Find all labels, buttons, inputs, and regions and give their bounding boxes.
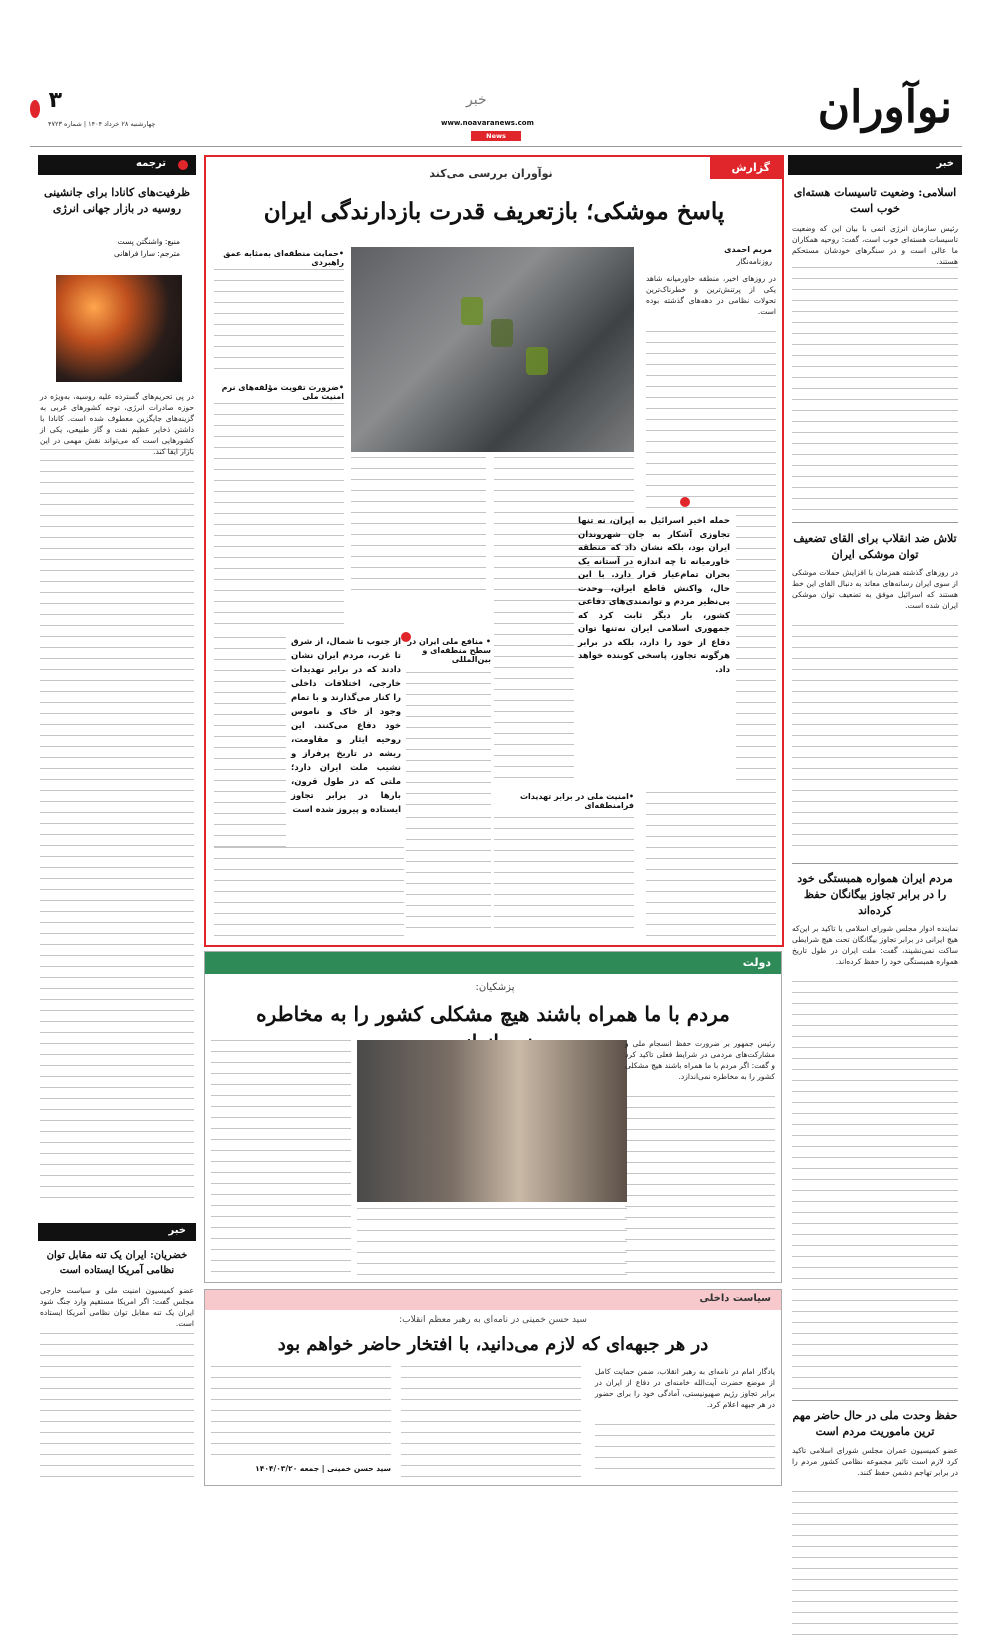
government-bar [205, 952, 781, 974]
report-label: گزارش [731, 161, 770, 174]
left-box-header [38, 1223, 196, 1241]
government-body-lines-1 [625, 1096, 775, 1276]
divider [792, 522, 958, 523]
page-number: ۳ [48, 88, 62, 113]
left-box-title: خضریان: ایران یک تنه مقابل توان نظامی آمریکا ایستاده است [46, 1250, 188, 1276]
report-body-lines-6 [736, 515, 776, 785]
report-quote2: از جنوب تا شمال، از شرق تا غرب، مردم ایران نشان دادند که در برابر تهدیدات خارجی، اختلافات داخلی را کنار می‌گذارند و با تمام وجود از خاک و ناموس خود دفاع می‌کنند. این روحیه ایثار و مقاومت، ریشه در تاریخ پرفراز و نشیب ملت ایران دارد؛ ملتی که در طول قرون، بارها در برابر تجاوز ایستاده و پیروز شده است [291, 637, 401, 815]
left-column-label: ترجمه [136, 158, 166, 169]
internal-kicker: سید حسن خمینی در نامه‌ای به رهبر معظم انقلاب: [399, 1315, 587, 1325]
story3-body-lines [792, 981, 958, 1391]
government-label: دولت [742, 956, 771, 969]
internal-signature: سید حسن خمینی | جمعه ۱۴۰۴/۰۳/۲۰ [255, 1464, 391, 1473]
translation-translator: مترجم: سارا فراهانی [113, 249, 180, 258]
government-body: رئیس جمهور بر ضرورت حفظ انسجام ملی و مشارکت‌های مردمی در شرایط فعلی تاکید کرد و گفت: اگر مردم با ما همراه باشند هیچ مشکلی کشور را به مخاطره نمی‌اندازد. [625, 1039, 775, 1081]
report-body-lines-2 [214, 269, 344, 379]
right-column-header [788, 155, 962, 175]
story4-text: عضو کمیسیون عمران مجلس شورای اسلامی تاکید کرد لازم است تاثیر مجموعه نظامی کشور مردم را در برابر تهاجم دشمن حفظ کنند. [792, 1446, 958, 1477]
left-column [38, 155, 196, 1495]
internal-body-lines-2 [401, 1366, 581, 1478]
government-title: مردم با ما همراه باشند هیچ مشکلی کشور را به مخاطره [256, 1002, 730, 1026]
report-body-lines-1 [646, 331, 776, 511]
report-sub2: •ضرورت تقویت مؤلفه‌های نرم امنیت ملی [221, 383, 344, 401]
quote-mark-icon [680, 497, 690, 507]
report-author: مریم احمدی [724, 245, 772, 254]
report-kicker: نوآوران بررسی می‌کند [429, 167, 553, 180]
right-column-label: خبر [936, 158, 954, 169]
left-box-text: عضو کمیسیون امنیت ملی و سیاست خارجی مجلس گفت: اگر امریکا مستقیم وارد جنگ شود ایران یک تنه مقابل توان نظامی آمریکا ایستاده است. [40, 1286, 194, 1328]
government-body-lines-3 [357, 1208, 627, 1276]
section-title: خبر [466, 92, 487, 108]
government-kicker: پزشکیان: [475, 982, 515, 993]
left-box-body-lines [40, 1333, 194, 1483]
report-body-lines-11 [406, 817, 491, 937]
report-body-lines-7 [214, 637, 286, 847]
rescuer-icon [491, 319, 513, 347]
oil-barrels-photo [56, 275, 182, 382]
translation-text: در پی تحریم‌های گسترده علیه روسیه، به‌ویژه در حوزه صادرات انرژی، توجه کشورهای غربی به گزینه‌های جایگزین معطوف شده است. کانادا با داشتن ذخایر عظیم نفت و گاز طبیعی، یکی از کشورهایی است که می‌تواند نقش مهمی در این بازار ایفا کند. [40, 392, 194, 456]
logo: نوآوران [817, 82, 952, 133]
story2-title: تلاش ضد انقلاب برای القای تضعیف توان موشکی ایران [793, 532, 957, 561]
story3-title: مردم ایران همواره همبستگی خود را در برابر تجاوز بیگانگان حفظ کرده‌اند [797, 872, 953, 917]
story1-title: اسلامی: وضعیت تاسیسات هسته‌ای خوب است [793, 186, 957, 215]
report-author-role: روزنامه‌نگار [736, 257, 772, 266]
story2-body-lines [792, 625, 958, 855]
internal-section [204, 1289, 782, 1486]
report-body-lines-13 [646, 792, 776, 937]
report-title: پاسخ موشکی؛ بازتعریف قدرت بازدارندگی ایران [263, 198, 725, 225]
report-label-bar [710, 157, 782, 179]
website: www.noavaranews.com [441, 119, 534, 127]
internal-bar [205, 1290, 781, 1310]
government-body-lines-2 [211, 1040, 351, 1276]
left-box-label: خبر [168, 1225, 186, 1236]
rescuer-icon [461, 297, 483, 325]
divider [792, 1400, 958, 1401]
divider [792, 863, 958, 864]
internal-label: سیاست داخلی [699, 1293, 771, 1304]
report-body-lines-12 [494, 817, 634, 937]
report-body-lines-9 [494, 612, 574, 787]
left-column-header [38, 155, 196, 175]
report-body-lines-10 [214, 847, 404, 937]
date-issue: چهارشنبه ۲۸ خرداد ۱۴۰۴ | شماره ۴۷۲۳ [48, 120, 156, 128]
rubble-rescue-photo [351, 247, 634, 452]
right-column [788, 155, 962, 1495]
internal-title: در هر جبهه‌ای که لازم می‌دانید، با افتخار حاضر خواهم بود [277, 1334, 709, 1355]
red-dot-icon [30, 100, 40, 118]
header-divider [30, 146, 962, 147]
report-sub3: • منافع ملی ایران در سطح منطقه‌ای و بین‌المللی [407, 637, 491, 664]
story3-text: نماینده ادوار مجلس شورای اسلامی با تاکید بر این‌که هیچ ایرانی در برابر تجاوز بیگانگان تحت هیچ شرایطی ساکت نمی‌نشیند، گفت: ملت ایران در طول تاریخ همواره همبستگی خود را حفظ کرده‌اند. [792, 924, 958, 966]
story1-text: رئیس سازمان انرژی اتمی با بیان این که وضعیت تاسیسات هسته‌ای خوب است، گفت: روحیه همکاران ما عالی است و در سنگرهای خودشان مستحکم هستند. [792, 224, 958, 266]
story4-body-lines [792, 1491, 958, 1641]
red-dot-icon [178, 160, 188, 170]
report-quote1: حمله اخیر اسرائیل به ایران، نه تنها تجاوزی آشکار به جان شهروندان ایران بود، بلکه نشان داد که منطقه خاورمیانه تا چه اندازه در آستانه یک بحران تمام‌عیار قرار دارد. با این حال، واکنش قاطع ایران، وحدت بی‌نظیر مردم و توانمندی‌های دفاعی کشور، بار دیگر ثابت کرد که جمهوری اسلامی ایران نه‌تنها توان دفاع از خود را دارد، بلکه در برابر هرگونه تجاوز، پاسخی کوبنده خواهد داد. [578, 516, 730, 675]
report-sub4: •امنیت ملی در برابر تهدیدات فرامنطقه‌ای [520, 792, 634, 810]
internal-body-lines-1 [595, 1424, 775, 1479]
pezeshkian-photo [357, 1040, 627, 1202]
internal-body-lines-3 [211, 1366, 391, 1461]
report-sub1: •حمایت منطقه‌ای به‌مثابه عمق راهبردی [223, 249, 344, 267]
report-body: در روزهای اخیر، منطقه خاورمیانه شاهد یکی از پرتنش‌ترین و خطرناک‌ترین تحولات نظامی در دهه‌های گذشته بوده است. [646, 274, 776, 316]
translation-title: ظرفیت‌های کانادا برای جانشینی روسیه در بازار جهانی انرژی [43, 186, 191, 215]
story4-title: حفظ وحدت ملی در حال حاضر مهم ترین ماموریت مردم است [792, 1409, 958, 1438]
internal-body: یادگار امام در نامه‌ای به رهبر انقلاب، ضمن حمایت کامل از موضع حضرت آیت‌الله خامنه‌ای در دفاع از ایران در برابر تجاوز رژیم صهیونیستی، آمادگی خود را برای حضور در هر جبهه اعلام کرد. [595, 1367, 775, 1409]
report-box [204, 155, 784, 947]
report-body-lines-4 [351, 457, 486, 597]
translation-body-lines [40, 449, 194, 1199]
story2-text: در روزهای گذشته همزمان با افزایش حملات موشکی از سوی ایران رسانه‌های معاند به دنبال القای این خط هستند که اسرائیل موفق به تضعیف توان موشکی ایران شده است. [792, 568, 958, 610]
report-body-lines-3 [214, 403, 344, 633]
rescuer-icon [526, 347, 548, 375]
story1-body-lines [792, 267, 958, 517]
translation-source: منبع: واشنگتن پست [117, 237, 180, 246]
government-section [204, 951, 782, 1283]
report-body-lines-8 [406, 672, 491, 812]
section-en-badge: News [471, 131, 521, 141]
